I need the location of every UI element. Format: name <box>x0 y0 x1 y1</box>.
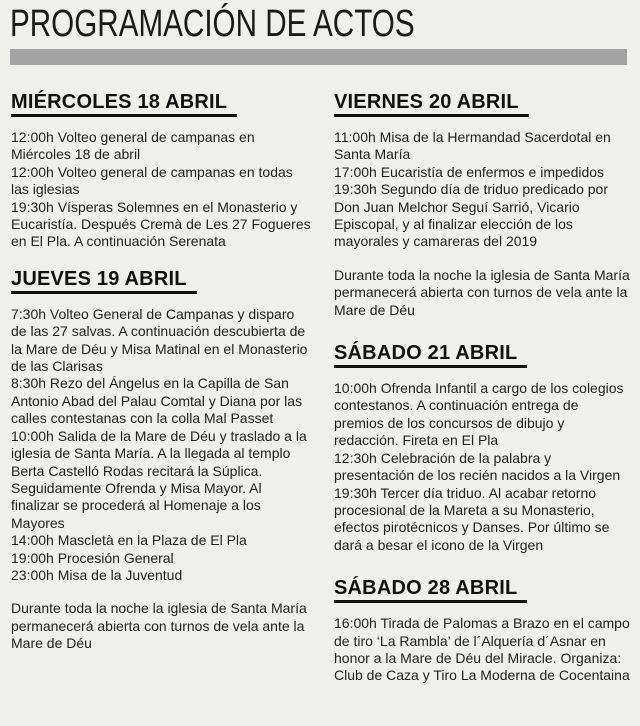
schedule-entry: 7:30h Volteo General de Campanas y disparo de las 27 salvas. A continuación descubierta de la Mare de Déu y Misa Matinal en el Monasterio de las Clarisas <box>11 305 308 375</box>
schedule-entry: 23:00h Misa de la Juventud <box>11 566 183 583</box>
day-section-wednesday <box>11 90 313 251</box>
schedule-entry: 19:30h Tercer día triduo. Al acabar retorno procesional de la Mareta a su Monasterio, efectos pirotécnicos y Danses. Por último se dará a besar el icono de la Virgen <box>334 484 610 553</box>
section-note: Durante toda la noche la iglesia de Santa María permanecerá abierta con turnos de vela ante la Mare de Déu <box>11 600 307 652</box>
right-column <box>334 90 630 701</box>
schedule-entry: 12:00h Volteo general de campanas en Miércoles 18 de abril <box>11 129 255 163</box>
day-heading: JUEVES 19 ABRIL <box>11 267 197 294</box>
schedule-entry: 11:00h Misa de la Hermandad Sacerdotal en Santa María <box>334 129 611 163</box>
title-divider-bar <box>10 49 627 65</box>
section-note: Durante toda la noche la iglesia de Santa María permanecerá abierta con turnos de vela ante la Mare de Déu <box>334 266 630 318</box>
schedule-entry: 12:00h Volteo general de campanas en todas las iglesias <box>11 163 293 198</box>
schedule-entry: 19:30h Vísperas Solemnes en el Monasterio y Eucaristía. Después Cremà de Les 27 Fogueres en El Pla. A continuación Serenata <box>11 198 311 250</box>
schedule-entry: 10:00h Salida de la Mare de Déu y traslado a la iglesia de Santa María. A la llegada al templo Berta Castelló Rodas recitará la Súplica. Seguidamente Ofrenda y Misa Mayor. Al finalizar se procederá al Homenaje a los Mayores <box>11 427 307 531</box>
day-heading: MIÉRCOLES 18 ABRIL <box>11 90 237 117</box>
schedule-entry: 12:30h Celebración de la palabra y presentación de los recién nacidos a la Virgen <box>334 449 621 484</box>
day-section-friday <box>334 90 630 319</box>
day-section-thursday <box>11 267 313 653</box>
schedule-entry: 17:00h Eucaristía de enfermos e impedidos <box>334 163 605 180</box>
left-column <box>11 90 313 669</box>
schedule-entry: 19:30h Segundo día de triduo predicado por Don Juan Melchor Seguí Sarrió, Vicario Episcopal, y al finalizar elección de los mayorales y camareras del 2019 <box>334 181 608 250</box>
day-heading: SÁBADO 28 ABRIL <box>334 576 527 603</box>
schedule-entry: 19:00h Procesión General <box>11 549 174 566</box>
schedule-entry: 14:00h Mascletà en la Plaza de El Pla <box>11 532 247 549</box>
day-heading: SÁBADO 21 ABRIL <box>334 341 527 368</box>
day-section-saturday-28 <box>334 576 630 685</box>
schedule-entry: 10:00h Ofrenda Infantil a cargo de los colegios contestanos. A continuación entrega de premios de los concursos de dibujo y redacción. Fireta en El Pla <box>334 380 624 449</box>
schedule-entry: 8:30h Rezo del Ángelus en la Capilla de San Antonio Abad del Palau Comtal y Diana por las calles contestanas con la colla Mal Passet <box>11 375 303 427</box>
schedule-entry: 16:00h Tirada de Palomas a Brazo en el campo de tiro ‘La Rambla’ de l´Alquería d´Asnar en honor a la Mare de Déu del Miracle. Organiza: Club de Caza y Tiro La Moderna de Cocentaina <box>334 615 630 684</box>
page-title: PROGRAMACIÓN DE ACTOS <box>10 3 415 45</box>
day-section-saturday-21 <box>334 341 630 554</box>
day-heading: VIERNES 20 ABRIL <box>334 90 529 117</box>
